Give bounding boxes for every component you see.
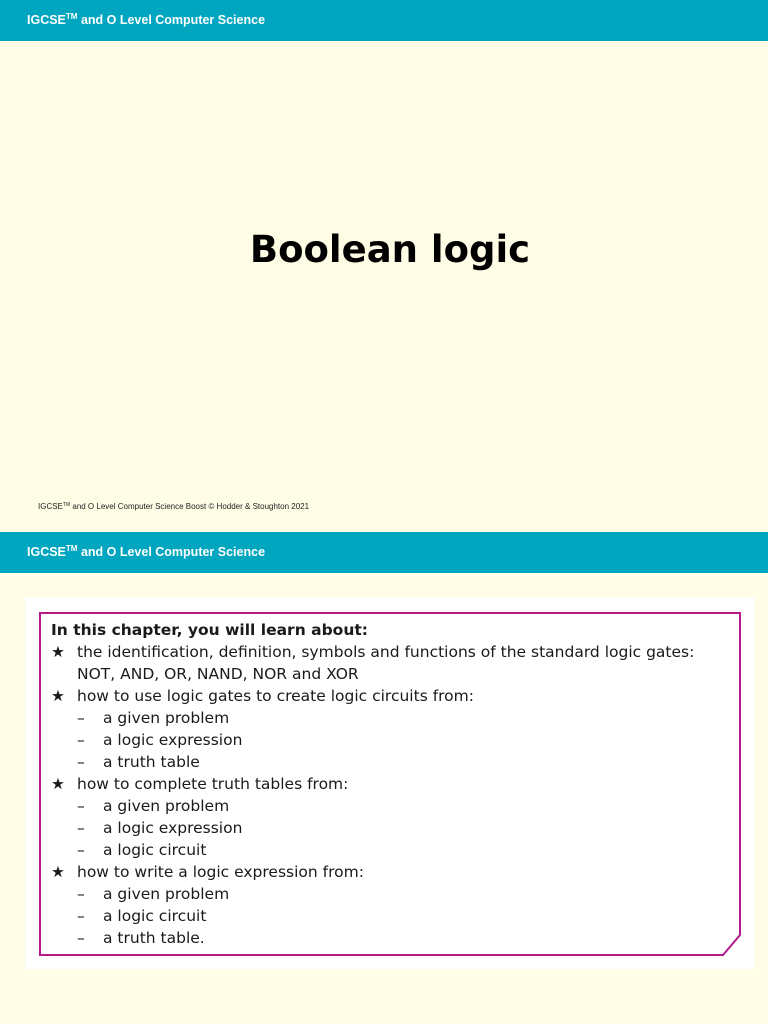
objective-item (51, 773, 741, 795)
objective-text: how to use logic gates to create logic circuits from: (77, 687, 474, 705)
header-subject: and O Level Computer Science (77, 13, 266, 27)
star-bullet-icon: ★ (51, 775, 65, 793)
chapter-objectives (51, 619, 741, 949)
footer-text: and O Level Computer Science Boost © Hodder & Stoughton 2021 (70, 502, 310, 511)
dash-bullet-icon: – (77, 907, 85, 925)
sub-item (51, 795, 741, 817)
copyright-footer (38, 502, 309, 511)
slide-content-panel (25, 597, 755, 969)
sub-item (51, 927, 741, 949)
chapter-box-heading: In this chapter, you will learn about: (51, 621, 368, 639)
objective-item (51, 641, 741, 663)
sub-item-text: a logic expression (103, 819, 243, 837)
sub-item-text: a given problem (103, 709, 230, 727)
objective-text: the identification, definition, symbols and functions of the standard logic gates: (77, 643, 695, 661)
sub-item (51, 839, 741, 861)
dash-bullet-icon: – (77, 841, 85, 859)
dash-bullet-icon: – (77, 819, 85, 837)
footer-brand: IGCSE (38, 502, 63, 511)
sub-item-text: a given problem (103, 797, 230, 815)
sub-item (51, 729, 741, 751)
star-bullet-icon: ★ (51, 863, 65, 881)
dash-bullet-icon: – (77, 731, 85, 749)
footer-trademark: TM (62, 502, 71, 508)
dash-bullet-icon: – (77, 797, 85, 815)
objective-continuation (51, 663, 741, 685)
slide-header (0, 532, 768, 573)
objective-text: how to complete truth tables from: (77, 775, 349, 793)
dash-bullet-icon: – (77, 753, 85, 771)
sub-item-text: a logic expression (103, 731, 243, 749)
dash-bullet-icon: – (77, 709, 85, 727)
star-bullet-icon: ★ (51, 687, 65, 705)
sub-item-text: a logic circuit (103, 841, 207, 859)
objective-item (51, 861, 741, 883)
sub-item (51, 817, 741, 839)
sub-item (51, 883, 741, 905)
trademark: TM (65, 544, 78, 553)
sub-item-text: a logic circuit (103, 907, 207, 925)
header-subject: and O Level Computer Science (77, 545, 266, 559)
objective-text: how to write a logic expression from: (77, 863, 364, 881)
sub-item-text: a given problem (103, 885, 230, 903)
sub-item (51, 707, 741, 729)
sub-item (51, 905, 741, 927)
trademark: TM (65, 12, 78, 21)
sub-item-text: a truth table (103, 753, 200, 771)
dash-bullet-icon: – (77, 929, 85, 947)
header-brand: IGCSE (27, 13, 66, 27)
sub-item (51, 751, 741, 773)
slide-title: Boolean logic (249, 228, 531, 271)
slide-header (0, 0, 768, 41)
star-bullet-icon: ★ (51, 643, 65, 661)
dash-bullet-icon: – (77, 885, 85, 903)
objective-text: NOT, AND, OR, NAND, NOR and XOR (77, 665, 359, 683)
objective-item (51, 685, 741, 707)
sub-item-text: a truth table. (103, 929, 205, 947)
header-brand: IGCSE (27, 545, 66, 559)
